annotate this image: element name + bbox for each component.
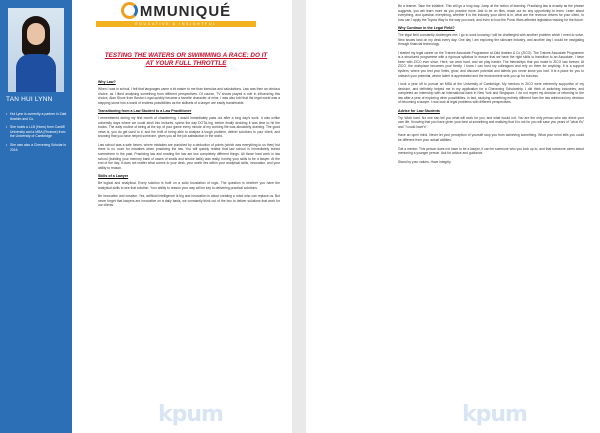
section-heading: Skills of a Lawyer [98,174,129,179]
section-heading: Advice for Law Students [398,108,440,113]
paragraph: Get a mentor. This person does not have to be a lawyer, it can be someone who you look up to, and that someone cares about mentoring a younger person. Ask for advice and guidance. [398,146,584,156]
paragraph: I started my legal career on the Trainee Associate Programme at Zaid Ibrahim & Co (ZICO). The Trainee Associate Programme is a structured programme with a rigorous syllabus to ensure that we have the right skills to transition to an Associate. I have been with ZICO ever since. Here, we work hard, and we play harder. The friendships that you make in ZICO last forever. At ZICO, the workplace becomes your family. I know I can trust my colleagues and rely on them for anything. It is a support system, where you test your limits, grow, and discover potential and talents you never knew you had. It is a place for you to unleash your potential, where talent is appreciated and the environment sets you up for success. [398,50,584,78]
watermark-logo: kpum [462,402,527,427]
watermark-logo: kpum [158,402,223,427]
section-heading: Transitioning from a Law Student to a Law Practitioner [98,109,192,114]
paragraph: Law school was a safe haven, where mistakes are punished by a deduction of points (which was everything to us then) but there is no room for mistakes when practicing the law. You will quickly realise that law school is immediately buried somewhere in the past. Practicing law and reading the law are two completely different things. All those hard work in law school (building your memory bank of cases of snails and smoke balls) was really, honing your skills to be a lawyer. At the end of the day, it does not matter what comes to your desk, your worth lies within your analytical skills, innovation, and your ability to reason. [98,142,280,170]
paragraph: Be logical and analytical. Every solution is built on a solid foundation of logic. The question is whether you have the analytical skills to see that solution. Your ability to reason your way will be key to delivering practical solutions. [98,181,280,190]
communique-logo: MMUNIQUÉ EDUCATIVE & INSIGHTFUL [96,2,256,27]
page-right [306,0,600,433]
profile-name: TAN HUI LYNN [6,96,53,103]
profile-photo [8,8,64,92]
article-column-left [98,80,280,212]
paragraph: I took a year off to pursue an MBA at the University of Cambridge. My mentors in ZICO were extremely supportive of my decision, and definitely helped me in my application for a Chevening Scholarship. I did think of switching industries, and completed an internship with an international bank in New York and Singapore. I do not regret my decision of returning to the law after a year of exploring other possibilities. In fact, studying something entirely different from the law reinforced my decision of becoming a lawyer. I now look at legal problems with different perspectives. [398,82,584,105]
paragraph: Be a learner. Take the initiative. This will go a long way. Jump at the notion of learning. Practising law is exactly as the phrase suggests, you will learn more as you practice more. Ask to be on files, reach out for any opportunity to learn. Learn about everything, and question everything, whether it is the industry your client is in, what are the revenue drivers for your client, to how can I apply the Toyota Way to the way you work, and even to how the Punic Wars affected legislation making for the future. [398,4,584,22]
paragraph: When I was in school, I felt that languages came a lot easier to me than formulas and calculations. Law was then an obvious choice, as I liked analysing something from different perspectives. Of course, TV shows played a role in influencing this choice, Alan Shore from Boston Legal quickly became a favorite character of mine. I was also told that the legal world was a stepping stone into a world of endless possibilities as the skillsets of a lawyer are easily transferable. [98,87,280,105]
paragraph: The legal field constantly challenges me; I go to work knowing I will be challenged with another problem which I need to solve. New issues land on my desk every day. One day I am exploring the skincare industry, and another day I would be navigating through financial technology. [398,33,584,47]
paragraph: Have an open mind. Never let your perception of yourself stop you from achieving something. What your mind tells you could be different from your actual abilities. [398,133,584,143]
paragraph: Try. Work hard. No one can tell you what will work for you, and what would not. You are the only person who can direct your own life. Knowing that you have given your best at something and realising that it is not for you will save you years of "what if's" and "I could have's". [398,115,584,129]
profile-bullet: • She holds a LLB (Hons) from Cardiff University and a MBA (Finance) from the University of Cambridge [6,125,68,139]
page-left [0,0,292,433]
logo-tagline: EDUCATIVE & INSIGHTFUL [96,21,256,27]
profile-bullet: • She was also a Chevening Scholar in 2016 [6,143,68,152]
profile-sidebar [0,0,72,433]
paragraph: Be innovative and creative. Yes, artificial intelligence is big and innovation is about creating a robot who can replace us. But never forget that lawyers are innovative on a daily basis, we constantly think out of the box to deliver solutions that work for our clients. [98,194,280,208]
logo-c-icon [121,2,138,19]
article-title: TESTING THE WATERS OR SWIMMING A RACE: DO IT AT YOUR FULL THROTTLE [104,52,268,67]
section-heading: Why Law? [98,80,116,84]
article-column-right [398,4,584,168]
profile-bullets [6,112,68,156]
section-heading: Why Continue in the Legal Field? [398,26,455,31]
paragraph: Stand by your values. Have integrity. [398,159,452,164]
paragraph: I remembered during my first month of chambering, I would immediately pass out after a long day's work. It was unlike university days where we could stroll into lectures, spend the day DOTA-ing, before finally deciding it was time to hit the books. The daily routine of being at the top of your game every minute of my working life was absolutely draining. The good news is, you do get used to it, and the thrill of being able to analyse a tough problem, deliver solutions to your client, and knowing that you have helped someone, gives you all the job satisfaction in the world. [98,116,280,139]
profile-bullet: • Hui Lynn is currently a partner in Zaid Ibrahim and Co. [6,112,68,121]
